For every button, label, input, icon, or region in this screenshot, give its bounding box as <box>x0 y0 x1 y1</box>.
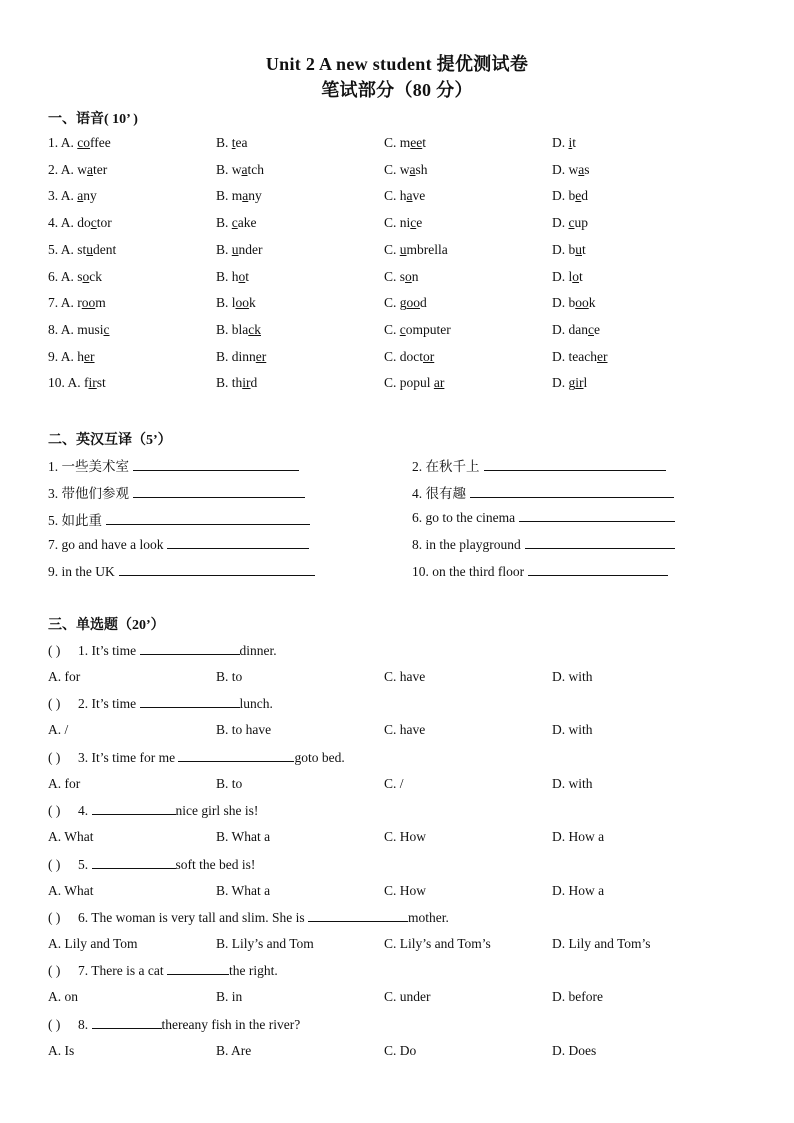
choice-option[interactable]: A. What <box>48 829 94 845</box>
underlined-letters: u <box>575 241 582 257</box>
underlined-letters: o <box>82 268 90 284</box>
underlined-letters: a <box>406 188 413 204</box>
question-text: goto bed. <box>294 749 345 765</box>
underlined-letters: c <box>90 215 97 231</box>
choice-option[interactable]: B. to have <box>216 722 272 738</box>
translation-item <box>48 455 299 475</box>
option-text-suffix: k <box>588 295 596 311</box>
option-text-suffix: ve <box>412 188 426 204</box>
translation-item <box>412 455 666 475</box>
underlined-letters: oo <box>406 295 421 311</box>
choice-option[interactable]: D. with <box>552 775 593 791</box>
question-text: the right. <box>228 963 278 979</box>
question-text: 7. There is a cat <box>78 963 167 979</box>
phonetics-option <box>552 322 600 338</box>
page-title: Unit 2 A new student 提优测试卷 <box>265 54 529 74</box>
answer-blank[interactable] <box>528 563 668 576</box>
question-text: 4. <box>78 803 92 819</box>
phonetics-option <box>216 135 248 151</box>
option-text-prefix: C. m <box>384 135 411 150</box>
phonetics-row <box>48 269 768 289</box>
section-translation-heading: 二、英汉互译（5’） <box>48 433 172 448</box>
underlined-letters: u <box>231 241 239 257</box>
option-text-prefix: B. l <box>216 295 236 311</box>
option-text-suffix: t <box>579 268 583 284</box>
phonetics-option <box>48 242 116 258</box>
question-text: 5. <box>78 856 92 872</box>
option-text-suffix: m <box>95 295 106 311</box>
phonetics-option <box>48 215 112 231</box>
option-text-suffix: d <box>581 188 588 204</box>
underlined-letters: a <box>409 161 416 177</box>
answer-parentheses[interactable]: ( ) <box>48 803 61 819</box>
choice-option[interactable]: A. for <box>48 775 81 791</box>
option-text-prefix: B. w <box>216 161 242 177</box>
phonetics-option <box>384 322 451 338</box>
phonetics-option <box>48 349 95 365</box>
option-text-prefix: B. h <box>216 268 239 284</box>
translation-item <box>412 536 675 553</box>
translation-row <box>48 536 748 556</box>
choice-option[interactable]: B. What a <box>216 829 271 845</box>
option-text-prefix: 1. A. <box>48 135 78 150</box>
underlined-letters: or <box>423 348 435 364</box>
answer-parentheses[interactable]: ( ) <box>48 910 61 925</box>
translation-row <box>48 563 748 583</box>
option-text-suffix: tch <box>247 161 265 177</box>
question-stem <box>48 749 748 766</box>
option-row <box>48 669 768 689</box>
phonetics-row <box>48 349 768 369</box>
translation-prompt: 7. go and have a look <box>48 537 164 552</box>
underlined-letters: ck <box>248 321 261 337</box>
answer-parentheses[interactable]: ( ) <box>48 749 61 765</box>
phonetics-option <box>216 322 261 338</box>
underlined-letters: ir <box>575 375 584 391</box>
phonetics-option <box>552 162 590 178</box>
option-text-prefix: D. <box>552 215 569 231</box>
translation-item <box>48 482 305 502</box>
underlined-letters: oo <box>81 295 96 311</box>
choice-option[interactable]: C. How <box>384 882 427 898</box>
phonetics-option <box>552 295 596 311</box>
option-text-prefix: B. m <box>216 188 243 204</box>
phonetics-option <box>384 242 448 258</box>
fill-blank[interactable] <box>92 802 176 815</box>
translation-row <box>48 482 748 502</box>
choice-option[interactable]: C. have <box>384 669 426 684</box>
option-text-prefix: C. doct <box>384 348 423 364</box>
option-text-suffix: omputer <box>405 321 451 337</box>
option-text-prefix: D. g <box>552 375 576 391</box>
question-stem <box>48 802 748 819</box>
option-text-suffix: ea <box>235 135 248 150</box>
underlined-letters: i <box>568 135 573 150</box>
translation-prompt: 1. 一些美术室 <box>48 459 129 474</box>
underlined-letters: u <box>399 241 407 257</box>
option-text-suffix: ffee <box>90 135 111 150</box>
question-text: lunch. <box>239 696 273 712</box>
phonetics-row <box>48 215 768 235</box>
option-text-prefix: B. dinn <box>216 348 256 364</box>
translation-prompt: 6. go to the cinema <box>412 510 516 525</box>
option-text-suffix: dent <box>93 241 117 257</box>
phonetics-option <box>384 162 428 178</box>
option-text-suffix: n <box>411 268 419 284</box>
phonetics-option <box>48 135 111 151</box>
option-text-suffix: t <box>572 135 577 150</box>
phonetics-option <box>552 375 587 391</box>
answer-blank[interactable] <box>133 485 305 498</box>
option-text-suffix: st <box>96 375 106 391</box>
answer-parentheses[interactable]: ( ) <box>48 696 61 712</box>
fill-blank[interactable] <box>92 1016 162 1029</box>
page-subtitle: 笔试部分（80 分） <box>321 80 473 100</box>
option-text-suffix: ny <box>83 188 97 204</box>
option-text-suffix: ck <box>89 268 103 284</box>
option-text-suffix: e <box>416 215 423 231</box>
translation-row <box>48 455 748 475</box>
option-text-suffix: t <box>582 241 586 257</box>
question-stem <box>48 642 748 659</box>
choice-option[interactable]: A. Lily and Tom <box>48 936 138 951</box>
underlined-letters: c <box>103 321 110 337</box>
choice-option[interactable]: A. What <box>48 882 94 898</box>
question-text: 1. It’s time <box>78 643 140 658</box>
phonetics-option <box>384 349 434 365</box>
question-text: thereany fish in the river? <box>161 1016 301 1032</box>
phonetics-option <box>48 188 97 204</box>
option-text-suffix: mbrella <box>406 241 448 257</box>
question-text: 3. It’s time for me <box>78 749 179 765</box>
phonetics-option <box>216 375 257 391</box>
option-row <box>48 936 768 956</box>
question-text: nice girl she is! <box>175 803 259 819</box>
option-text-suffix: e <box>594 321 600 337</box>
option-row <box>48 722 768 742</box>
underlined-letters: c <box>399 321 406 337</box>
choice-option[interactable]: A. / <box>48 722 69 738</box>
translation-row <box>48 509 748 529</box>
phonetics-option <box>48 162 107 178</box>
choice-option[interactable]: D. before <box>552 989 603 1005</box>
choice-option[interactable]: B. What a <box>216 882 271 898</box>
phonetics-option <box>384 269 419 285</box>
answer-parentheses[interactable]: ( ) <box>48 963 61 979</box>
translation-item <box>412 563 668 580</box>
choice-option[interactable]: B. to <box>216 775 243 791</box>
option-text-prefix: C. ni <box>384 215 411 231</box>
underlined-letters: a <box>242 188 249 204</box>
option-text-prefix: 7. A. r <box>48 295 82 311</box>
option-text-suffix: k <box>249 295 256 311</box>
phonetics-option <box>552 135 576 151</box>
choice-option[interactable]: D. Does <box>552 1042 597 1058</box>
option-text-prefix: C. w <box>384 161 410 177</box>
option-text-prefix: D. teach <box>552 348 597 364</box>
underlined-letters: a <box>77 188 84 204</box>
option-text-prefix: 5. A. st <box>48 241 87 257</box>
question-stem <box>48 909 748 926</box>
translation-prompt: 5. 如此重 <box>48 513 102 528</box>
option-text-prefix: C. popul <box>384 375 434 391</box>
phonetics-option <box>384 188 425 204</box>
option-text-suffix: tor <box>96 215 112 231</box>
phonetics-option <box>216 215 257 231</box>
option-text-prefix: D. <box>552 135 569 150</box>
translation-item <box>412 509 675 526</box>
choice-option[interactable]: D. with <box>552 722 593 738</box>
option-text-prefix: C. <box>384 241 400 257</box>
underlined-letters: o <box>405 268 412 284</box>
phonetics-option <box>216 162 264 178</box>
choice-option[interactable]: C. under <box>384 989 431 1005</box>
underlined-letters: ir <box>242 375 251 391</box>
phonetics-option <box>384 215 422 231</box>
option-text-prefix: C. g <box>384 295 407 311</box>
phonetics-option <box>48 322 110 338</box>
option-text-suffix: ter <box>93 161 108 177</box>
option-text-prefix: B. bla <box>216 321 249 337</box>
question-stem <box>48 695 748 712</box>
phonetics-option <box>48 295 106 311</box>
underlined-letters: er <box>596 348 608 364</box>
option-text-prefix: 6. A. s <box>48 268 83 284</box>
translation-item <box>412 482 674 502</box>
phonetics-option <box>552 215 588 231</box>
underlined-letters: a <box>87 161 94 177</box>
option-text-prefix: C. s <box>384 268 406 284</box>
choice-option[interactable]: D. Lily and Tom’s <box>552 936 651 951</box>
option-text-prefix: 8. A. musi <box>48 321 104 337</box>
option-text-prefix: D. l <box>552 268 573 284</box>
option-text-suffix: sh <box>415 161 428 177</box>
option-text-suffix: l <box>583 375 588 391</box>
phonetics-option <box>216 269 249 285</box>
phonetics-option <box>552 269 583 285</box>
answer-blank[interactable] <box>484 458 666 471</box>
option-text-suffix: t <box>422 135 427 150</box>
underlined-letters: er <box>84 348 95 364</box>
choice-option[interactable]: B. Are <box>216 1042 252 1058</box>
translation-prompt: 2. 在秋千上 <box>412 459 480 474</box>
choice-option[interactable]: D. with <box>552 669 593 684</box>
question-text: 6. The woman is very tall and slim. She is <box>78 910 308 925</box>
underlined-letters: a <box>578 161 585 177</box>
translation-prompt: 8. in the playground <box>412 537 521 552</box>
translation-prompt: 9. in the UK <box>48 564 115 579</box>
underlined-letters: c <box>410 215 417 231</box>
translation-item <box>48 563 315 580</box>
option-row <box>48 1043 768 1063</box>
fill-blank[interactable] <box>92 856 176 869</box>
option-text-suffix: up <box>574 215 588 231</box>
section-phonetics-heading: 一、语音( 10’ ) <box>48 112 138 127</box>
question-text: 8. <box>78 1016 92 1032</box>
question-stem <box>48 856 748 873</box>
underlined-letters: c <box>588 321 594 337</box>
underlined-letters: t <box>231 135 236 150</box>
choice-option[interactable]: C. Lily’s and Tom’s <box>384 936 491 951</box>
translation-prompt: 4. 很有趣 <box>412 486 466 501</box>
option-row <box>48 829 768 849</box>
underlined-letters: c <box>231 215 238 231</box>
option-text-prefix: B. <box>216 215 232 231</box>
option-text-suffix: nder <box>238 241 263 257</box>
answer-blank[interactable] <box>106 512 310 525</box>
answer-blank[interactable] <box>519 509 675 522</box>
option-text-prefix: C. <box>384 321 400 337</box>
question-text: 2. It’s time <box>78 696 140 712</box>
option-text-prefix: 9. A. h <box>48 348 85 364</box>
choice-option[interactable]: C. How <box>384 829 427 845</box>
phonetics-option <box>384 135 426 151</box>
phonetics-row <box>48 242 768 262</box>
option-row <box>48 776 768 796</box>
option-text-suffix: ake <box>237 215 257 231</box>
fill-blank[interactable] <box>178 749 294 762</box>
option-text-suffix: t <box>245 268 250 284</box>
underlined-letters: ir <box>88 375 97 391</box>
phonetics-option <box>216 349 266 365</box>
option-text-suffix: d <box>420 295 427 311</box>
underlined-letters: ar <box>433 375 445 391</box>
option-text-prefix: D. dan <box>552 321 588 337</box>
choice-option[interactable]: C. / <box>384 775 404 791</box>
phonetics-option <box>216 188 262 204</box>
choice-option[interactable]: A. for <box>48 669 81 684</box>
option-text-prefix: 4. A. do <box>48 215 91 231</box>
phonetics-row <box>48 375 768 395</box>
underlined-letters: er <box>255 348 267 364</box>
choice-option[interactable]: A. on <box>48 989 78 1005</box>
underlined-letters: oo <box>235 295 250 311</box>
answer-parentheses[interactable]: ( ) <box>48 1016 61 1032</box>
choice-option[interactable]: B. to <box>216 669 243 684</box>
phonetics-option <box>552 242 586 258</box>
phonetics-option <box>216 295 256 311</box>
phonetics-option <box>48 375 106 391</box>
option-text-prefix: B. th <box>216 375 243 391</box>
answer-blank[interactable] <box>167 536 309 549</box>
answer-blank[interactable] <box>119 563 315 576</box>
option-row <box>48 989 768 1009</box>
answer-parentheses[interactable]: ( ) <box>48 643 61 658</box>
option-text-prefix: B. <box>216 241 232 257</box>
option-text-prefix: 10. A. f <box>48 375 89 391</box>
choice-option[interactable]: A. Is <box>48 1042 75 1058</box>
choice-option[interactable]: C. Do <box>384 1042 417 1058</box>
underlined-letters: o <box>572 268 579 284</box>
question-text: soft the bed is! <box>175 856 256 872</box>
option-text-suffix: d <box>250 375 258 391</box>
phonetics-option <box>48 269 102 285</box>
option-text-suffix: s <box>584 161 590 177</box>
phonetics-option <box>552 188 588 204</box>
option-text-prefix: D. b <box>552 295 576 311</box>
translation-prompt: 3. 带他们参观 <box>48 486 129 501</box>
underlined-letters: o <box>238 268 246 284</box>
question-text: dinner. <box>239 643 277 658</box>
phonetics-row <box>48 322 768 342</box>
fill-blank[interactable] <box>167 962 229 975</box>
fill-blank[interactable] <box>140 695 240 708</box>
choice-option[interactable]: B. Lily’s and Tom <box>216 936 314 951</box>
fill-blank[interactable] <box>308 909 408 922</box>
answer-blank[interactable] <box>470 485 674 498</box>
choice-option[interactable]: D. How a <box>552 882 605 898</box>
phonetics-option <box>384 295 427 311</box>
option-text-prefix: D. b <box>552 241 576 257</box>
answer-parentheses[interactable]: ( ) <box>48 856 61 872</box>
underlined-letters: e <box>575 188 582 204</box>
phonetics-option <box>216 242 263 258</box>
question-stem <box>48 1016 748 1033</box>
translation-prompt: 10. on the third floor <box>412 564 525 579</box>
option-text-prefix: 3. A. <box>48 188 78 204</box>
answer-blank[interactable] <box>133 458 299 471</box>
choice-option[interactable]: D. How a <box>552 829 605 845</box>
choice-option[interactable]: C. have <box>384 722 426 738</box>
phonetics-option <box>384 375 444 391</box>
phonetics-row <box>48 135 768 155</box>
option-text-prefix: B. <box>216 135 232 150</box>
choice-option[interactable]: B. in <box>216 989 243 1005</box>
question-text: mother. <box>407 910 449 925</box>
section-choice-heading: 三、单选题（20’） <box>48 618 165 633</box>
underlined-letters: co <box>77 135 91 150</box>
translation-item <box>48 509 310 529</box>
option-text-suffix: ny <box>248 188 262 204</box>
option-row <box>48 883 768 903</box>
option-text-prefix: D. w <box>552 161 579 177</box>
option-text-prefix: C. h <box>384 188 407 204</box>
underlined-letters: c <box>568 215 575 231</box>
phonetics-row <box>48 295 768 315</box>
answer-blank[interactable] <box>525 536 675 549</box>
phonetics-row <box>48 188 768 208</box>
underlined-letters: oo <box>575 295 589 311</box>
underlined-letters: ee <box>410 135 423 150</box>
underlined-letters: u <box>86 241 94 257</box>
fill-blank[interactable] <box>140 642 240 655</box>
option-text-prefix: 2. A. w <box>48 161 88 177</box>
phonetics-option <box>552 349 607 365</box>
phonetics-row <box>48 162 768 182</box>
option-text-prefix: D. b <box>552 188 576 204</box>
question-stem <box>48 962 748 979</box>
underlined-letters: a <box>241 161 248 177</box>
translation-item <box>48 536 309 553</box>
